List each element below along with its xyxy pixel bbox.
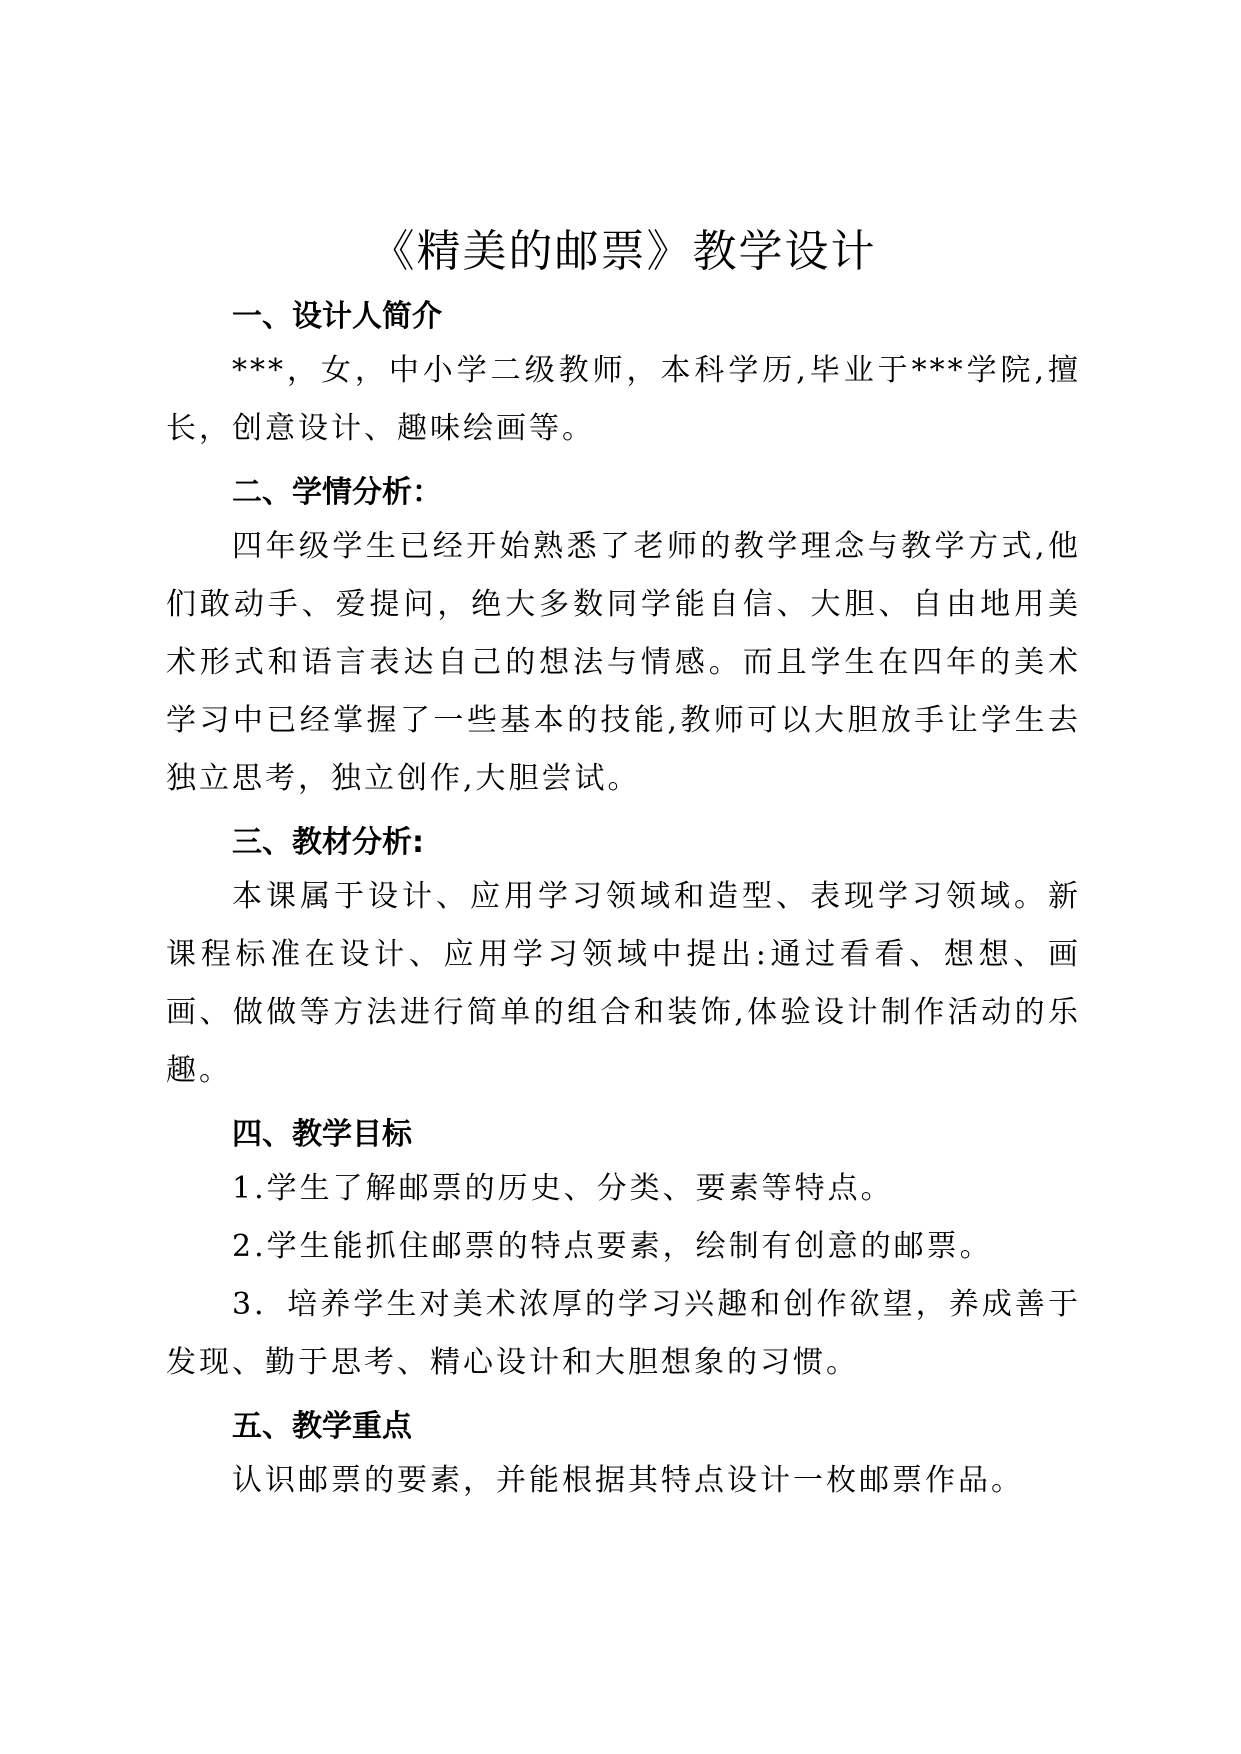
- section-designer-intro: [166, 292, 1081, 458]
- goal-item: 3．培养学生对美术浓厚的学习兴趣和创作欲望，养成善于发现、勤于思考、精心设计和大胆想象的习惯。: [166, 1287, 1081, 1380]
- section-paragraph: 本课属于设计、应用学习领域和造型、表现学习领域。新课程标准在设计、应用学习领域中提出:通过看看、想想、画画、做做等方法进行简单的组合和装饰,体验设计制作活动的乐趣。: [166, 879, 1081, 1088]
- section-heading: 三、教材分析:: [232, 825, 424, 860]
- section-student-analysis: [166, 468, 1081, 808]
- section-material-analysis: [166, 818, 1081, 1100]
- section-heading: 四、教学目标: [232, 1117, 412, 1152]
- goal-item: 1.学生了解邮票的历史、分类、要素等特点。: [232, 1171, 894, 1206]
- goal-item: 2.学生能抓住邮票的特点要素，绘制有创意的邮票。: [232, 1229, 993, 1264]
- document-title: 《精美的邮票》教学设计: [370, 226, 877, 277]
- section-teaching-goals: [166, 1110, 1081, 1392]
- section-heading: 二、学情分析：: [232, 475, 442, 510]
- document-page: [166, 212, 1081, 1510]
- section-paragraph: 认识邮票的要素，并能根据其特点设计一枚邮票作品。: [232, 1463, 1024, 1498]
- section-heading: 五、教学重点: [232, 1409, 412, 1444]
- section-paragraph: 四年级学生已经开始熟悉了老师的教学理念与教学方式,他们敢动手、爱提问，绝大多数同学能自信、大胆、自由地用美术形式和语言表达自己的想法与情感。而且学生在四年的美术学习中已经掌握了一些基本的技能,教师可以大胆放手让学生去独立思考，独立创作,大胆尝试。: [166, 529, 1081, 796]
- section-paragraph: ***，女，中小学二级教师，本科学历,毕业于***学院,擅长，创意设计、趣味绘画等。: [166, 353, 1081, 446]
- section-teaching-focus: [166, 1402, 1081, 1510]
- section-heading: 一、设计人简介: [232, 299, 442, 334]
